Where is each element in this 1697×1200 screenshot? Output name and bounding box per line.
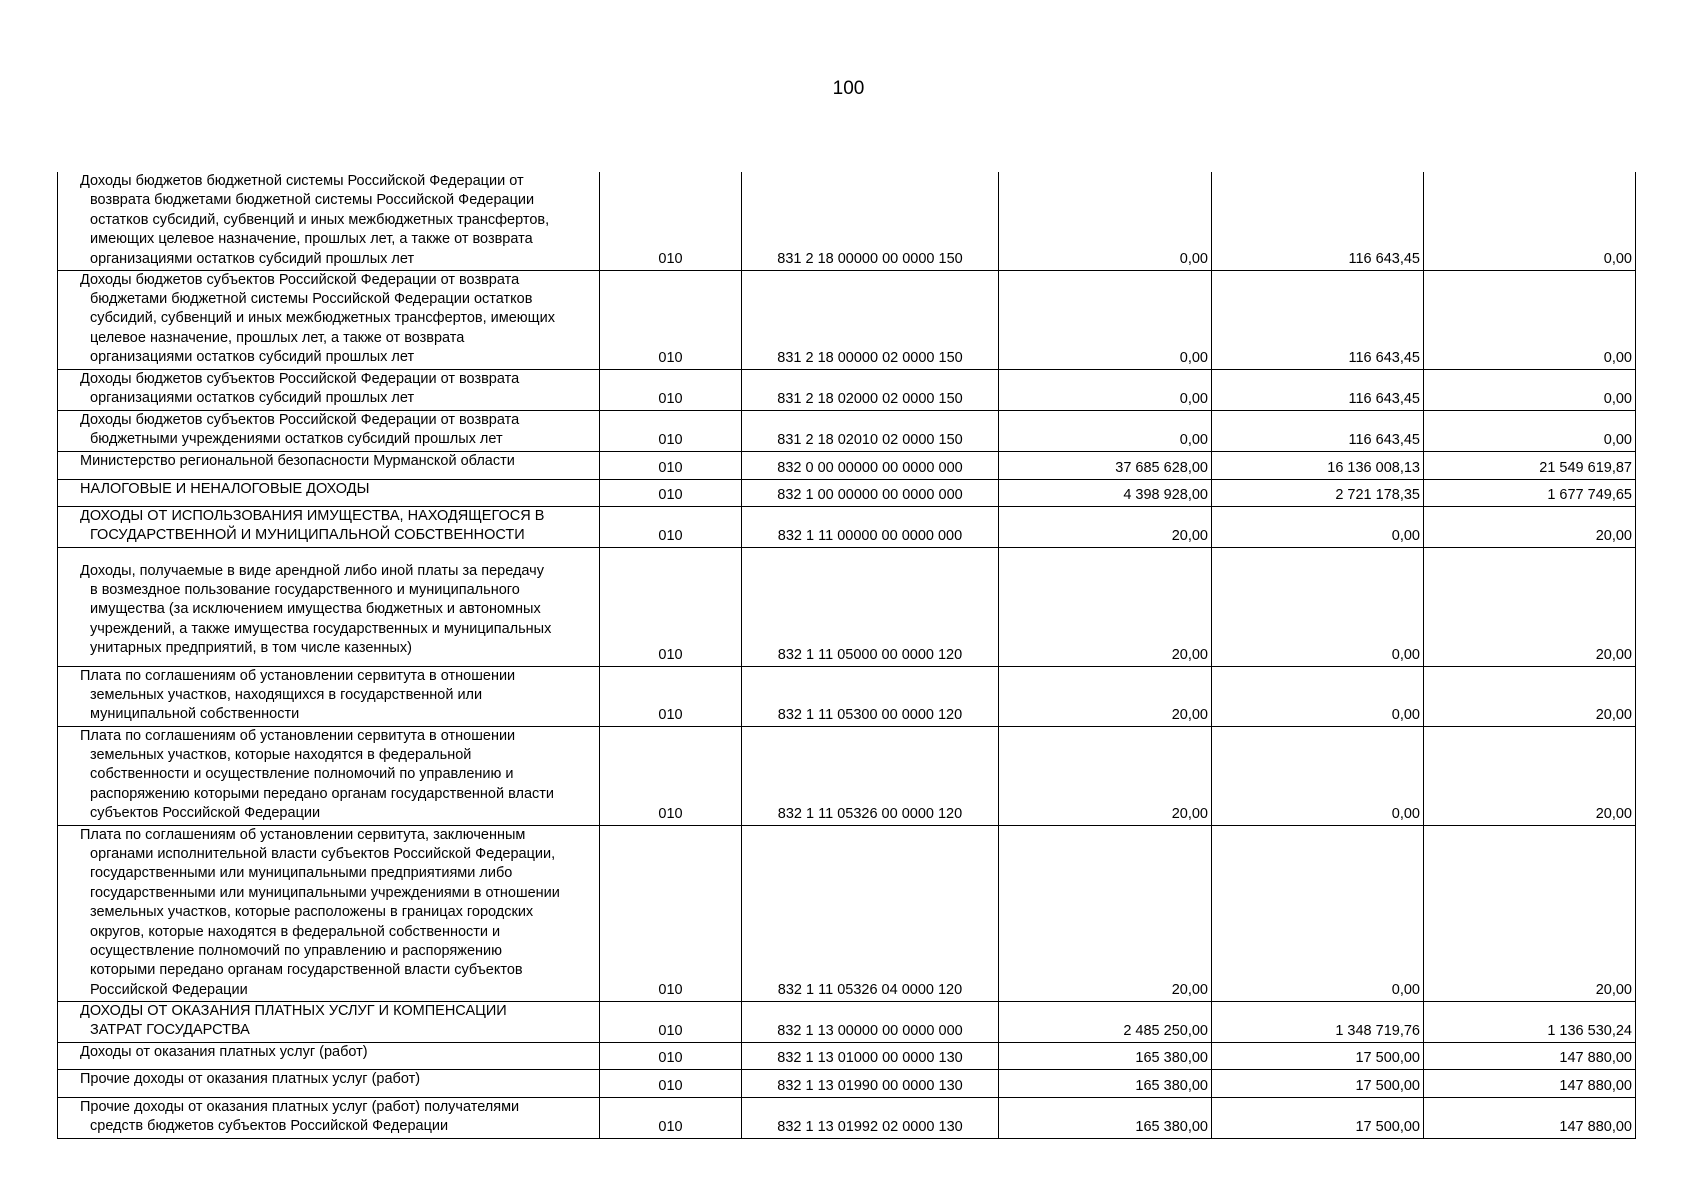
row-approved: 20,00 — [999, 547, 1212, 666]
row-approved: 20,00 — [999, 666, 1212, 726]
row-executed: 1 348 719,76 — [1212, 1001, 1424, 1042]
row-unexecuted: 147 880,00 — [1424, 1069, 1636, 1097]
row-budget-code: 832 1 11 05300 00 0000 120 — [742, 666, 999, 726]
row-executed: 0,00 — [1212, 825, 1424, 1001]
row-approved: 165 380,00 — [999, 1069, 1212, 1097]
row-name: Плата по соглашениям об установлении сервитута, заключенным органами исполнительной власти субъектов Российской Федерации, государственными или муниципальными предприятиями либо государственными или муниципальными учреждениями в отношении земельных участков, которые расположены в границах городских округов, которые находятся в федеральной собственности и осуществление полномочий по управлению и распоряжению которыми передано органам государственной власти субъектов Российской Федерации — [58, 825, 600, 1001]
row-line-code: 010 — [600, 451, 742, 479]
row-line-code: 010 — [600, 726, 742, 825]
row-executed: 0,00 — [1212, 726, 1424, 825]
row-approved: 20,00 — [999, 825, 1212, 1001]
row-approved: 37 685 628,00 — [999, 451, 1212, 479]
row-executed: 16 136 008,13 — [1212, 451, 1424, 479]
row-line-code: 010 — [600, 410, 742, 451]
table-row — [58, 410, 1636, 451]
row-line-code: 010 — [600, 1097, 742, 1138]
row-executed: 116 643,45 — [1212, 270, 1424, 369]
row-name: Доходы бюджетов субъектов Российской Федерации от возврата бюджетными учреждениями остатков субсидий прошлых лет — [58, 410, 600, 451]
row-name: Плата по соглашениям об установлении сервитута в отношении земельных участков, находящихся в государственной или муниципальной собственности — [58, 666, 600, 726]
row-line-code: 010 — [600, 666, 742, 726]
row-approved: 20,00 — [999, 726, 1212, 825]
row-unexecuted: 1 136 530,24 — [1424, 1001, 1636, 1042]
row-budget-code: 832 1 13 01990 00 0000 130 — [742, 1069, 999, 1097]
row-name: НАЛОГОВЫЕ И НЕНАЛОГОВЫЕ ДОХОДЫ — [58, 479, 600, 506]
table-row — [58, 506, 1636, 547]
row-line-code: 010 — [600, 825, 742, 1001]
row-budget-code: 832 1 13 00000 00 0000 000 — [742, 1001, 999, 1042]
row-line-code: 010 — [600, 270, 742, 369]
row-approved: 20,00 — [999, 506, 1212, 547]
row-line-code: 010 — [600, 1069, 742, 1097]
row-approved: 2 485 250,00 — [999, 1001, 1212, 1042]
table-row — [58, 825, 1636, 1001]
row-executed: 0,00 — [1212, 666, 1424, 726]
row-executed: 17 500,00 — [1212, 1097, 1424, 1138]
row-unexecuted: 147 880,00 — [1424, 1042, 1636, 1069]
row-unexecuted: 20,00 — [1424, 726, 1636, 825]
table-row — [58, 666, 1636, 726]
table-row — [58, 1069, 1636, 1097]
row-name: ДОХОДЫ ОТ ОКАЗАНИЯ ПЛАТНЫХ УСЛУГ И КОМПЕНСАЦИИ ЗАТРАТ ГОСУДАРСТВА — [58, 1001, 600, 1042]
row-budget-code: 831 2 18 02000 02 0000 150 — [742, 369, 999, 410]
row-line-code: 010 — [600, 506, 742, 547]
row-budget-code: 832 1 11 00000 00 0000 000 — [742, 506, 999, 547]
row-budget-code: 832 1 11 05326 04 0000 120 — [742, 825, 999, 1001]
table-row — [58, 726, 1636, 825]
row-unexecuted: 20,00 — [1424, 666, 1636, 726]
table-row — [58, 270, 1636, 369]
row-name: ДОХОДЫ ОТ ИСПОЛЬЗОВАНИЯ ИМУЩЕСТВА, НАХОДЯЩЕГОСЯ В ГОСУДАРСТВЕННОЙ И МУНИЦИПАЛЬНОЙ СОБСТВЕННОСТИ — [58, 506, 600, 547]
row-unexecuted: 0,00 — [1424, 369, 1636, 410]
row-budget-code: 831 2 18 00000 02 0000 150 — [742, 270, 999, 369]
row-unexecuted: 147 880,00 — [1424, 1097, 1636, 1138]
row-executed: 116 643,45 — [1212, 369, 1424, 410]
row-budget-code: 832 1 11 05000 00 0000 120 — [742, 547, 999, 666]
row-unexecuted: 0,00 — [1424, 410, 1636, 451]
row-unexecuted: 20,00 — [1424, 547, 1636, 666]
row-executed: 0,00 — [1212, 506, 1424, 547]
row-unexecuted: 20,00 — [1424, 506, 1636, 547]
row-line-code: 010 — [600, 479, 742, 506]
table-row — [58, 547, 1636, 666]
row-name: Доходы бюджетов субъектов Российской Федерации от возврата организациями остатков субсидий прошлых лет — [58, 369, 600, 410]
table-row — [58, 369, 1636, 410]
row-line-code: 010 — [600, 547, 742, 666]
table-row — [58, 1042, 1636, 1069]
row-approved: 165 380,00 — [999, 1042, 1212, 1069]
row-approved: 165 380,00 — [999, 1097, 1212, 1138]
row-budget-code: 832 1 13 01000 00 0000 130 — [742, 1042, 999, 1069]
row-name: Прочие доходы от оказания платных услуг (работ) — [58, 1069, 600, 1097]
row-unexecuted: 21 549 619,87 — [1424, 451, 1636, 479]
row-executed: 116 643,45 — [1212, 172, 1424, 270]
row-approved: 0,00 — [999, 270, 1212, 369]
row-executed: 0,00 — [1212, 547, 1424, 666]
table-row — [58, 479, 1636, 506]
row-unexecuted: 20,00 — [1424, 825, 1636, 1001]
table-row — [58, 1001, 1636, 1042]
row-executed: 116 643,45 — [1212, 410, 1424, 451]
row-budget-code: 831 2 18 00000 00 0000 150 — [742, 172, 999, 270]
row-budget-code: 832 0 00 00000 00 0000 000 — [742, 451, 999, 479]
row-name: Доходы от оказания платных услуг (работ) — [58, 1042, 600, 1069]
page-number: 100 — [832, 78, 865, 99]
row-name: Доходы бюджетов субъектов Российской Федерации от возврата бюджетами бюджетной системы Российской Федерации остатков субсидий, субвенций и иных межбюджетных трансфертов, имеющих целевое назначение, прошлых лет, а также от возврата организациями остатков субсидий прошлых лет — [58, 270, 600, 369]
row-unexecuted: 0,00 — [1424, 172, 1636, 270]
revenue-table-body — [58, 172, 1636, 1138]
row-line-code: 010 — [600, 369, 742, 410]
row-name: Прочие доходы от оказания платных услуг (работ) получателями средств бюджетов субъектов Российской Федерации — [58, 1097, 600, 1138]
table-row — [58, 1097, 1636, 1138]
table-row — [58, 451, 1636, 479]
row-name: Плата по соглашениям об установлении сервитута в отношении земельных участков, которые находятся в федеральной собственности и осуществление полномочий по управлению и распоряжению которыми передано органам государственной власти субъектов Российской Федерации — [58, 726, 600, 825]
row-unexecuted: 1 677 749,65 — [1424, 479, 1636, 506]
row-executed: 17 500,00 — [1212, 1042, 1424, 1069]
row-executed: 17 500,00 — [1212, 1069, 1424, 1097]
row-approved: 0,00 — [999, 410, 1212, 451]
row-name: Министерство региональной безопасности Мурманской области — [58, 451, 600, 479]
row-line-code: 010 — [600, 1001, 742, 1042]
row-budget-code: 832 1 00 00000 00 0000 000 — [742, 479, 999, 506]
table-row — [58, 172, 1636, 270]
row-approved: 4 398 928,00 — [999, 479, 1212, 506]
row-budget-code: 831 2 18 02010 02 0000 150 — [742, 410, 999, 451]
row-line-code: 010 — [600, 172, 742, 270]
revenue-table — [57, 172, 1636, 1139]
row-name: Доходы, получаемые в виде арендной либо иной платы за передачу в возмездное пользование государственного и муниципального имущества (за исключением имущества бюджетных и автономных учреждений, а также имущества государственных и муниципальных унитарных предприятий, в том числе казенных) — [58, 547, 600, 666]
row-budget-code: 832 1 11 05326 00 0000 120 — [742, 726, 999, 825]
row-line-code: 010 — [600, 1042, 742, 1069]
row-budget-code: 832 1 13 01992 02 0000 130 — [742, 1097, 999, 1138]
row-executed: 2 721 178,35 — [1212, 479, 1424, 506]
row-approved: 0,00 — [999, 369, 1212, 410]
row-unexecuted: 0,00 — [1424, 270, 1636, 369]
row-approved: 0,00 — [999, 172, 1212, 270]
row-name: Доходы бюджетов бюджетной системы Российской Федерации от возврата бюджетами бюджетной системы Российской Федерации остатков субсидий, субвенций и иных межбюджетных трансфертов, имеющих целевое назначение, прошлых лет, а также от возврата организациями остатков субсидий прошлых лет — [58, 172, 600, 270]
